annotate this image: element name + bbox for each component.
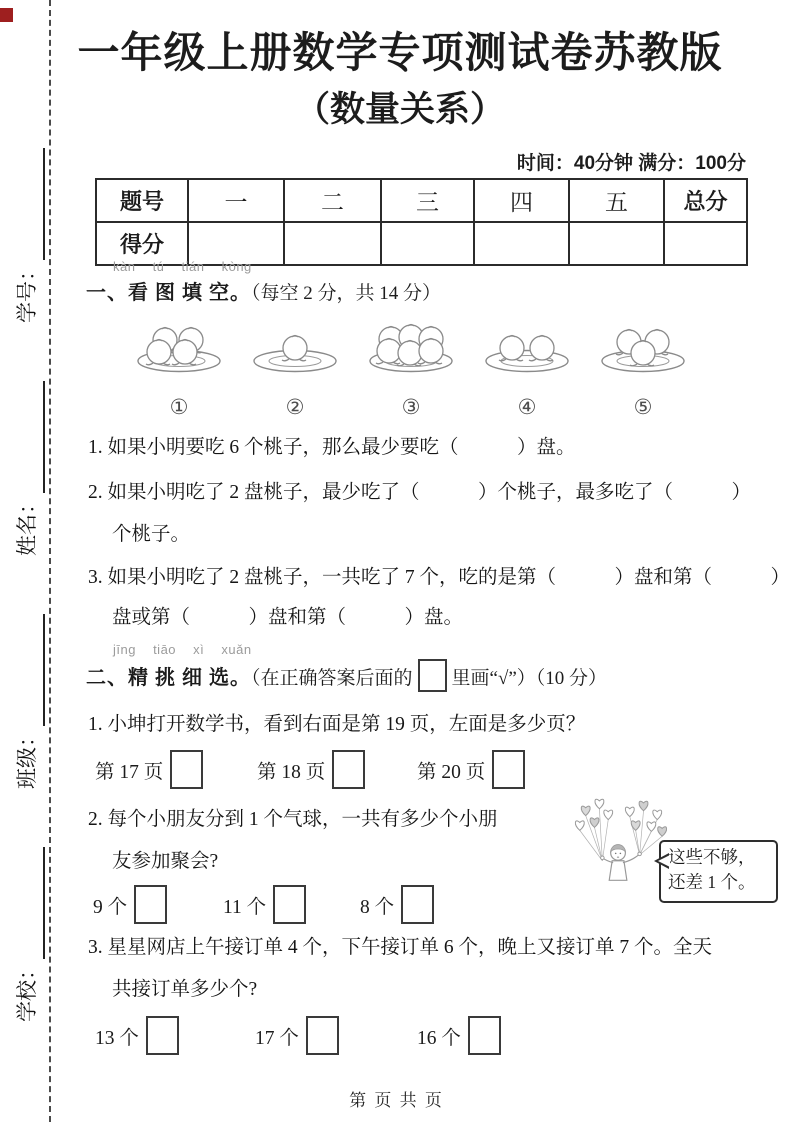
score-cell[interactable]	[284, 222, 381, 265]
s1-question-3-line2: 盘或第（ ）盘和第（ ）盘。	[112, 607, 464, 628]
option-label: 11 个	[223, 896, 267, 918]
answer-box[interactable]	[468, 1016, 501, 1055]
page-subtitle: （数量关系）	[294, 90, 505, 129]
score-table-col-total: 总分	[664, 179, 747, 222]
answer-option	[257, 750, 365, 789]
answer-option	[417, 1016, 501, 1055]
section2-note-post: 里画“√”）（10 分）	[451, 668, 608, 689]
sample-answer-box	[418, 659, 447, 692]
sidebar-field-label: 学号：	[15, 260, 40, 323]
peach-plate	[592, 314, 694, 420]
speech-bubble	[659, 840, 778, 903]
section2-heading	[86, 659, 607, 692]
option-label: 13 个	[95, 1027, 139, 1049]
peach-plate	[360, 314, 462, 420]
plate-number: ③	[401, 395, 421, 419]
s2-question-1: 1. 小坤打开数学书，看到右面是第 19 页，左面是多少页？	[88, 714, 586, 735]
option-label: 9 个	[93, 896, 128, 918]
sidebar-field-label: 班级：	[15, 726, 40, 789]
score-table-col: 五	[569, 179, 664, 222]
section2-pinyin: jīng tiāo xì xuǎn	[113, 642, 252, 657]
sidebar-field	[11, 614, 45, 789]
peach-plate	[128, 314, 230, 420]
peach-plate	[476, 314, 578, 420]
student-info-sidebar	[7, 0, 45, 1122]
answer-option	[417, 750, 525, 789]
score-table-col: 二	[284, 179, 381, 222]
page-footer: 第 页 共 页	[349, 1091, 444, 1110]
answer-box[interactable]	[306, 1016, 339, 1055]
sidebar-fill-in-line[interactable]	[13, 847, 45, 959]
score-table	[95, 178, 748, 266]
sidebar-field-label: 学校：	[15, 959, 40, 1022]
score-cell[interactable]	[381, 222, 474, 265]
score-row-label: 得分	[96, 222, 188, 265]
answer-box[interactable]	[273, 885, 306, 924]
plate-number: ⑤	[633, 395, 653, 419]
option-label: 第 20 页	[417, 761, 486, 783]
option-label: 第 18 页	[257, 761, 326, 783]
score-table-corner: 题号	[96, 179, 188, 222]
s1-question-2-line2: 个桃子。	[112, 524, 191, 545]
plate-number: ④	[517, 395, 537, 419]
peach-plate	[244, 314, 346, 420]
option-label: 8 个	[360, 896, 395, 918]
s2-q3-options	[95, 1016, 655, 1058]
time-score-meta: 时间：40分钟 满分：100分	[516, 153, 746, 174]
dashed-cut-line	[49, 0, 51, 1122]
answer-box[interactable]	[134, 885, 167, 924]
s1-question-3-line1: 3. 如果小明吃了 2 盘桃子，一共吃了 7 个，吃的是第（ ）盘和第（ ）	[88, 567, 791, 588]
answer-box[interactable]	[146, 1016, 179, 1055]
answer-option	[95, 1016, 179, 1055]
s1-question-1: 1. 如果小明要吃 6 个桃子，那么最少要吃（ ）盘。	[88, 437, 576, 458]
peach-plates-figure	[128, 314, 694, 420]
option-label: 第 17 页	[95, 761, 164, 783]
sidebar-field	[11, 381, 45, 556]
s2-q2-options	[93, 885, 653, 927]
sidebar-field	[11, 847, 45, 1022]
page-title: 一年级上册数学专项测试卷苏教版	[77, 31, 723, 77]
plate-number: ①	[169, 395, 189, 419]
s2-q1-options	[95, 750, 655, 792]
answer-option	[95, 750, 203, 789]
answer-box[interactable]	[492, 750, 525, 789]
score-cell[interactable]	[569, 222, 664, 265]
answer-option	[93, 885, 167, 924]
section2-note-pre: （在正确答案后面的	[251, 668, 413, 689]
s2-question-2-line1: 2. 每个小朋友分到 1 个气球，一共有多少个小朋	[88, 809, 498, 830]
answer-box[interactable]	[401, 885, 434, 924]
section1-pinyin: kàn tú tián kòng	[113, 259, 252, 274]
section1-heading	[86, 276, 441, 305]
answer-box[interactable]	[332, 750, 365, 789]
answer-box[interactable]	[170, 750, 203, 789]
s2-question-3-line2: 共接订单多少个?	[112, 979, 258, 1000]
speech-bubble-line1: 这些不够，	[668, 847, 756, 867]
sidebar-fill-in-line[interactable]	[13, 381, 45, 493]
section1-title: 一、看 图 填 空。	[86, 282, 251, 304]
s2-question-3-line1: 3. 星星网店上午接订单 4 个，下午接订单 6 个，晚上又接订单 7 个。全天	[88, 937, 713, 958]
plate-number: ②	[285, 395, 305, 419]
option-label: 16 个	[417, 1027, 461, 1049]
score-table-col: 四	[474, 179, 569, 222]
section2-title: 二、精 挑 细 选。	[86, 667, 251, 689]
answer-option	[360, 885, 434, 924]
score-cell[interactable]	[474, 222, 569, 265]
score-table-col: 三	[381, 179, 474, 222]
score-cell[interactable]	[664, 222, 747, 265]
sidebar-fill-in-line[interactable]	[13, 614, 45, 726]
s2-question-2-line2: 友参加聚会?	[112, 851, 219, 872]
answer-option	[255, 1016, 339, 1055]
option-label: 17 个	[255, 1027, 299, 1049]
answer-option	[223, 885, 306, 924]
section1-note: （每空 2 分，共 14 分）	[251, 283, 442, 304]
sidebar-field-label: 姓名：	[15, 493, 40, 556]
sidebar-field	[11, 148, 45, 323]
speech-bubble-line2: 还差 1 个。	[668, 872, 756, 893]
sidebar-fill-in-line[interactable]	[13, 148, 45, 260]
s1-question-2-line1: 2. 如果小明吃了 2 盘桃子，最少吃了（ ）个桃子，最多吃了（ ）	[88, 482, 752, 503]
score-table-col: 一	[188, 179, 284, 222]
